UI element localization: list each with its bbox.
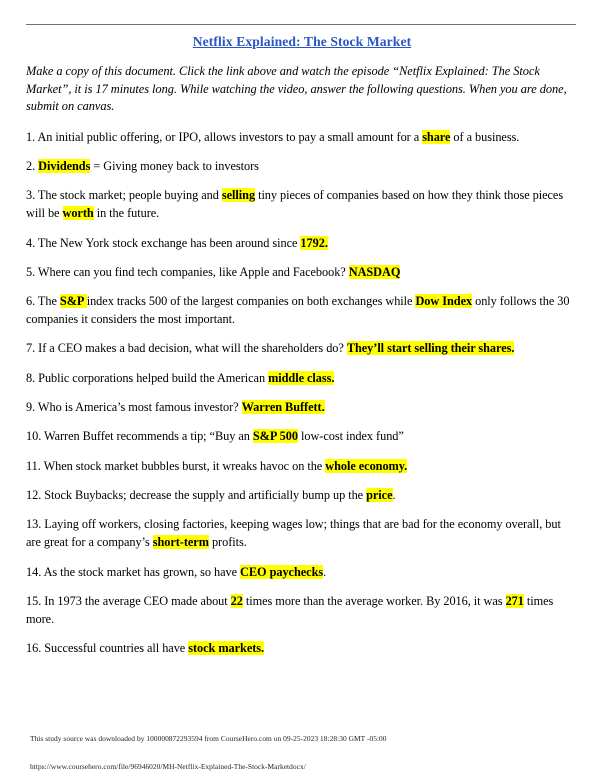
question-number: 11. (26, 458, 41, 473)
question-text: tiny pieces of companies based on how they think those pieces will be (26, 188, 564, 221)
question-number: 16. (26, 641, 42, 656)
question-item (26, 264, 578, 282)
question-text: Warren Buffet recommends a tip; “Buy an (41, 429, 253, 444)
question-text: times more than the average worker. By 2016, it was (242, 593, 506, 608)
question-item (26, 458, 578, 476)
highlighted-answer: CEO paychecks (240, 564, 324, 579)
highlighted-answer: 271 (505, 593, 524, 608)
highlighted-answer: They’ll start selling their shares. (346, 341, 515, 356)
question-text: The stock market; people buying and (35, 188, 222, 203)
highlighted-answer: worth (62, 206, 94, 221)
question-text: profits. (208, 535, 247, 550)
question-item (26, 187, 578, 223)
question-text: . (323, 564, 327, 579)
question-item (26, 564, 578, 582)
question-item (26, 235, 578, 253)
question-text: only follows the 30 companies it considers the most important. (26, 294, 570, 327)
question-number: 3. (26, 188, 36, 203)
highlighted-answer: S&P 500 (252, 429, 298, 444)
question-text: Public corporations helped build the American (35, 370, 269, 385)
question-number: 14. (26, 564, 42, 579)
question-text: Stock Buybacks; decrease the supply and artificially bump up the (41, 488, 367, 503)
question-number: 7. (26, 341, 36, 356)
question-text: = Giving money back to investors (90, 159, 259, 174)
highlighted-answer: Dow Index (415, 294, 473, 309)
highlighted-answer: short-term (152, 535, 209, 550)
question-item (26, 516, 578, 552)
question-text: As the stock market has grown, so have (41, 564, 241, 579)
question-text: In 1973 the average CEO made about (41, 593, 231, 608)
question-number: 10. (26, 429, 42, 444)
question-text: Successful countries all have (41, 641, 189, 656)
question-text: low-cost index fund” (297, 429, 404, 444)
question-text: If a CEO makes a bad decision, what will the shareholders do? (35, 341, 347, 356)
question-item (26, 129, 578, 147)
question-item (26, 370, 578, 388)
question-text: in the future. (93, 206, 160, 221)
question-text: Laying off workers, closing factories, keeping wages low; things that are bad for the economy overall, but are great for a company’s (26, 517, 561, 550)
question-text: Where can you find tech companies, like Apple and Facebook? (35, 264, 349, 279)
source-url-link[interactable]: https://www.coursehero.com/file/96946020/MH-Netflix-Explained-The-Stock-Marketdocx/ (30, 762, 306, 771)
question-item (26, 487, 578, 505)
question-number: 8. (26, 370, 36, 385)
question-number: 4. (26, 235, 36, 250)
footer-attribution-block (30, 734, 575, 744)
highlighted-answer: selling (221, 188, 256, 203)
header-divider (26, 24, 576, 25)
question-text: times more. (26, 593, 554, 626)
download-attribution-text: This study source was downloaded by 100000872293594 from CourseHero.com on 09-25-2023 18:28:30 GMT -05:00 (30, 734, 387, 743)
question-number: 12. (26, 488, 42, 503)
question-text: When stock market bubbles burst, it wreaks havoc on the (40, 458, 326, 473)
question-number: 9. (26, 400, 36, 415)
highlighted-answer: Warren Buffett. (241, 400, 325, 415)
question-text: . (392, 488, 396, 503)
instructions-paragraph: Make a copy of this document. Click the link above and watch the episode “Netflix Explained: The Stock Market”, it is 17 minutes long. While watching the video, answer the following questions. When you are done, submit on canvas. (26, 63, 567, 114)
document-body (26, 34, 578, 669)
highlighted-answer: middle class. (268, 370, 335, 385)
highlighted-answer: Dividends (38, 159, 91, 174)
question-text: The (35, 294, 60, 309)
highlighted-answer: 1792. (300, 235, 328, 250)
highlighted-answer: S&P (59, 294, 87, 309)
questions-list (26, 129, 578, 658)
highlighted-answer: 22 (230, 593, 243, 608)
question-item (26, 428, 578, 446)
question-text: of a business. (450, 129, 520, 144)
highlighted-answer: NASDAQ (348, 264, 401, 279)
question-text: The New York stock exchange has been around since (35, 235, 301, 250)
question-number: 15. (26, 593, 42, 608)
highlighted-answer: stock markets. (188, 641, 265, 656)
highlighted-answer: price (366, 488, 393, 503)
question-item (26, 158, 578, 176)
highlighted-answer: whole economy. (325, 458, 408, 473)
question-number: 5. (26, 264, 36, 279)
question-text: An initial public offering, or IPO, allows investors to pay a small amount for a (35, 129, 423, 144)
question-item (26, 640, 578, 658)
question-number: 13. (26, 517, 42, 532)
question-text: index tracks 500 of the largest companies on both exchanges while (86, 294, 416, 309)
question-text: Who is America’s most famous investor? (35, 400, 242, 415)
highlighted-answer: share (422, 129, 451, 144)
question-item (26, 340, 578, 358)
document-title-link[interactable]: Netflix Explained: The Stock Market (192, 34, 412, 49)
question-item (26, 399, 578, 417)
question-number: 1. (26, 129, 36, 144)
question-number: 2. (26, 159, 36, 174)
question-item (26, 293, 578, 329)
question-number: 6. (26, 294, 36, 309)
question-item (26, 593, 578, 629)
